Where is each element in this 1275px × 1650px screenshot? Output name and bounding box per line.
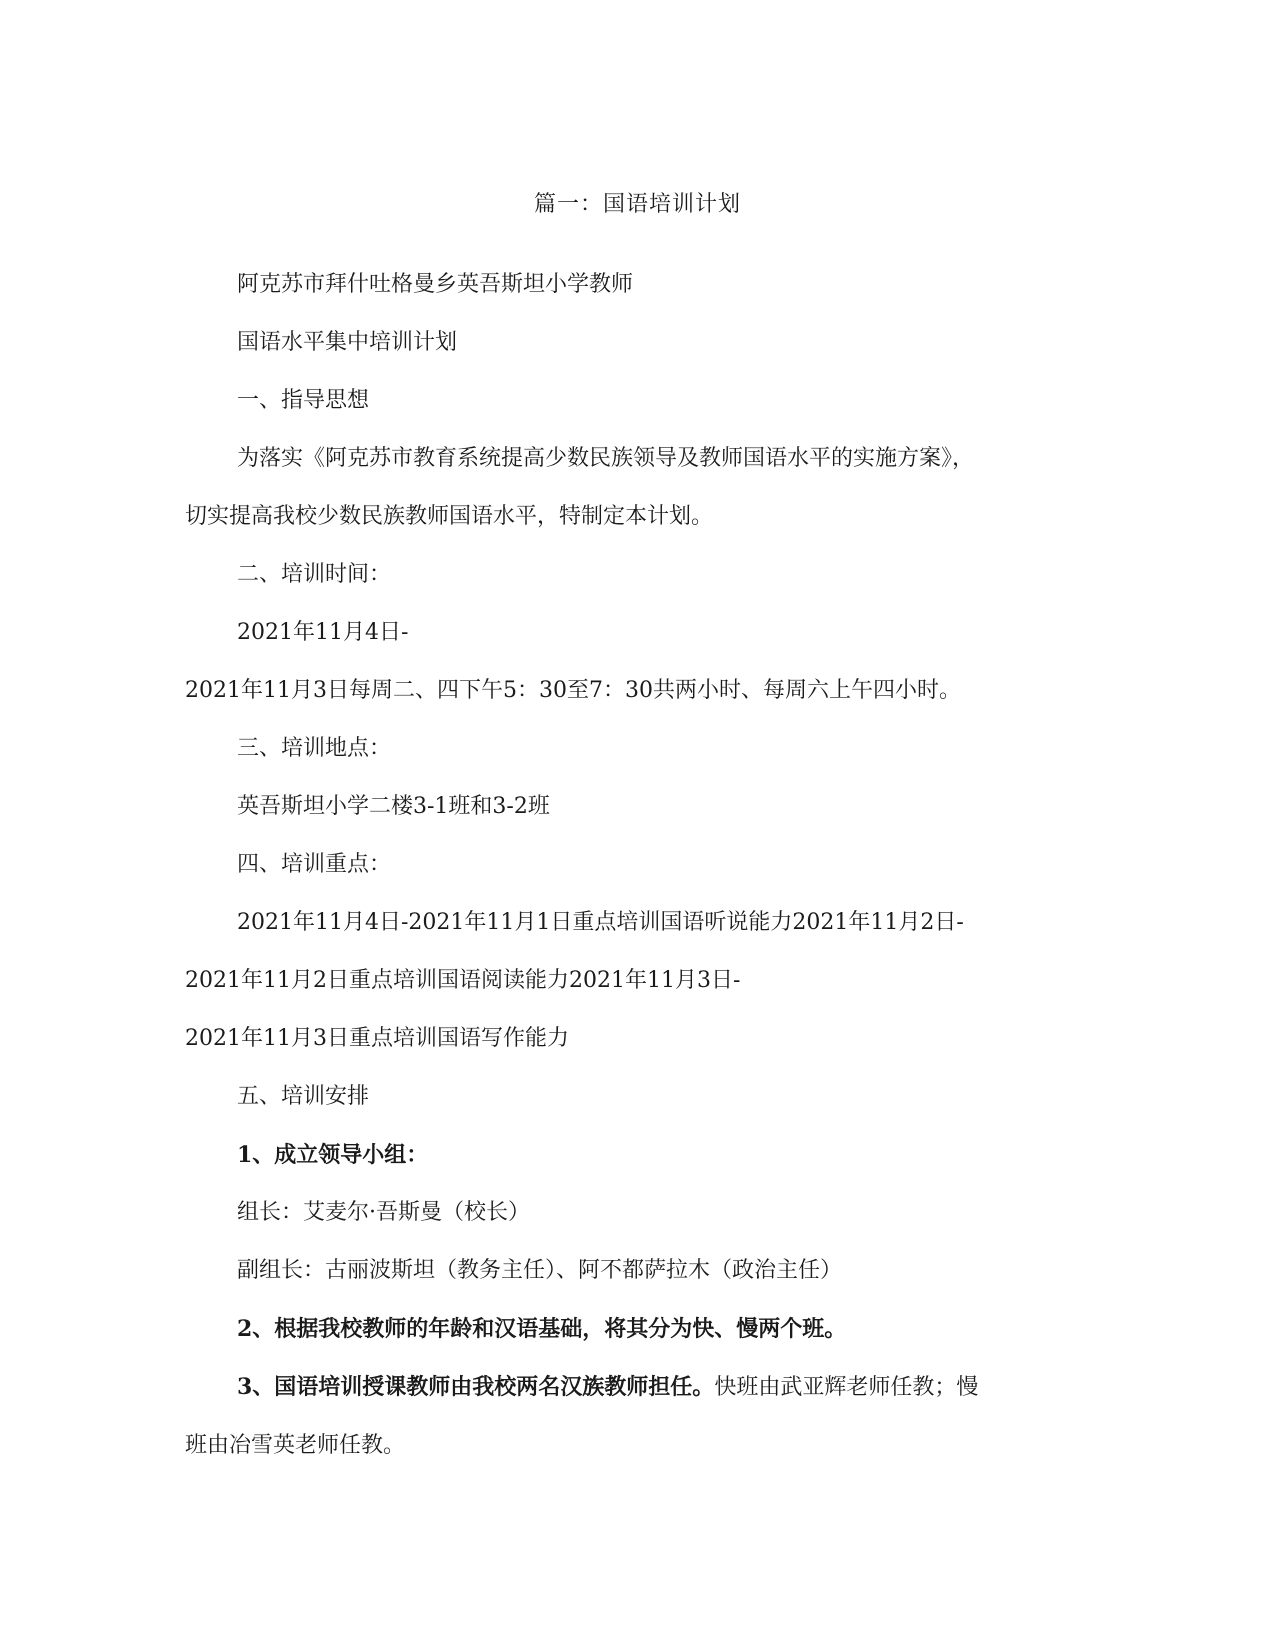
section-heading-guiding-idea: 一、指导思想 bbox=[237, 388, 370, 413]
item-teachers bbox=[185, 1358, 1085, 1417]
item-teachers-rest: 快班由武亚辉老师任教；慢 bbox=[714, 1375, 979, 1400]
paragraph-line: 组长：艾麦尔·吾斯曼（校长） bbox=[237, 1200, 530, 1225]
school-line: 阿克苏市拜什吐格曼乡英吾斯坦小学教师 bbox=[237, 272, 634, 297]
paragraph-line: 2021年11月3日重点培训国语写作能力 bbox=[185, 1026, 569, 1051]
paragraph-line: 2021年11月2日重点培训国语阅读能力2021年11月3日- bbox=[185, 968, 741, 993]
section-heading-training-focus: 四、培训重点： bbox=[237, 852, 392, 877]
paragraph-line: 切实提高我校少数民族教师国语水平，特制定本计划。 bbox=[185, 504, 714, 529]
section-heading-training-time: 二、培训时间： bbox=[237, 562, 392, 587]
document-title: 篇一：国语培训计划 bbox=[533, 192, 741, 217]
paragraph-line: 英吾斯坦小学二楼3-1班和3-2班 bbox=[237, 794, 550, 819]
item-heading-leadership-group: 1、成立领导小组： bbox=[237, 1142, 429, 1168]
plan-name-line: 国语水平集中培训计划 bbox=[237, 330, 458, 355]
paragraph-line: 2021年11月4日-2021年11月1日重点培训国语听说能力2021年11月2日- bbox=[237, 910, 964, 935]
section-heading-training-location: 三、培训地点： bbox=[237, 736, 392, 761]
section-heading-training-arrangement: 五、培训安排 bbox=[237, 1084, 370, 1109]
paragraph-line: 副组长：古丽波斯坦（教务主任）、阿不都萨拉木（政治主任） bbox=[237, 1258, 843, 1283]
paragraph-line: 为落实《阿克苏市教育系统提高少数民族领导及教师国语水平的实施方案》， bbox=[237, 446, 975, 471]
paragraph-line: 班由冶雪英老师任教。 bbox=[185, 1433, 406, 1458]
item-teachers-bold: 3、国语培训授课教师由我校两名汉族教师担任。 bbox=[237, 1374, 715, 1400]
paragraph-line: 2021年11月4日- bbox=[237, 620, 409, 645]
item-class-division: 2、根据我校教师的年龄和汉语基础，将其分为快、慢两个班。 bbox=[237, 1316, 847, 1342]
paragraph-line: 2021年11月3日每周二、四下午5：30至7：30共两小时、每周六上午四小时。 bbox=[185, 678, 961, 703]
document-body bbox=[185, 256, 1085, 1475]
